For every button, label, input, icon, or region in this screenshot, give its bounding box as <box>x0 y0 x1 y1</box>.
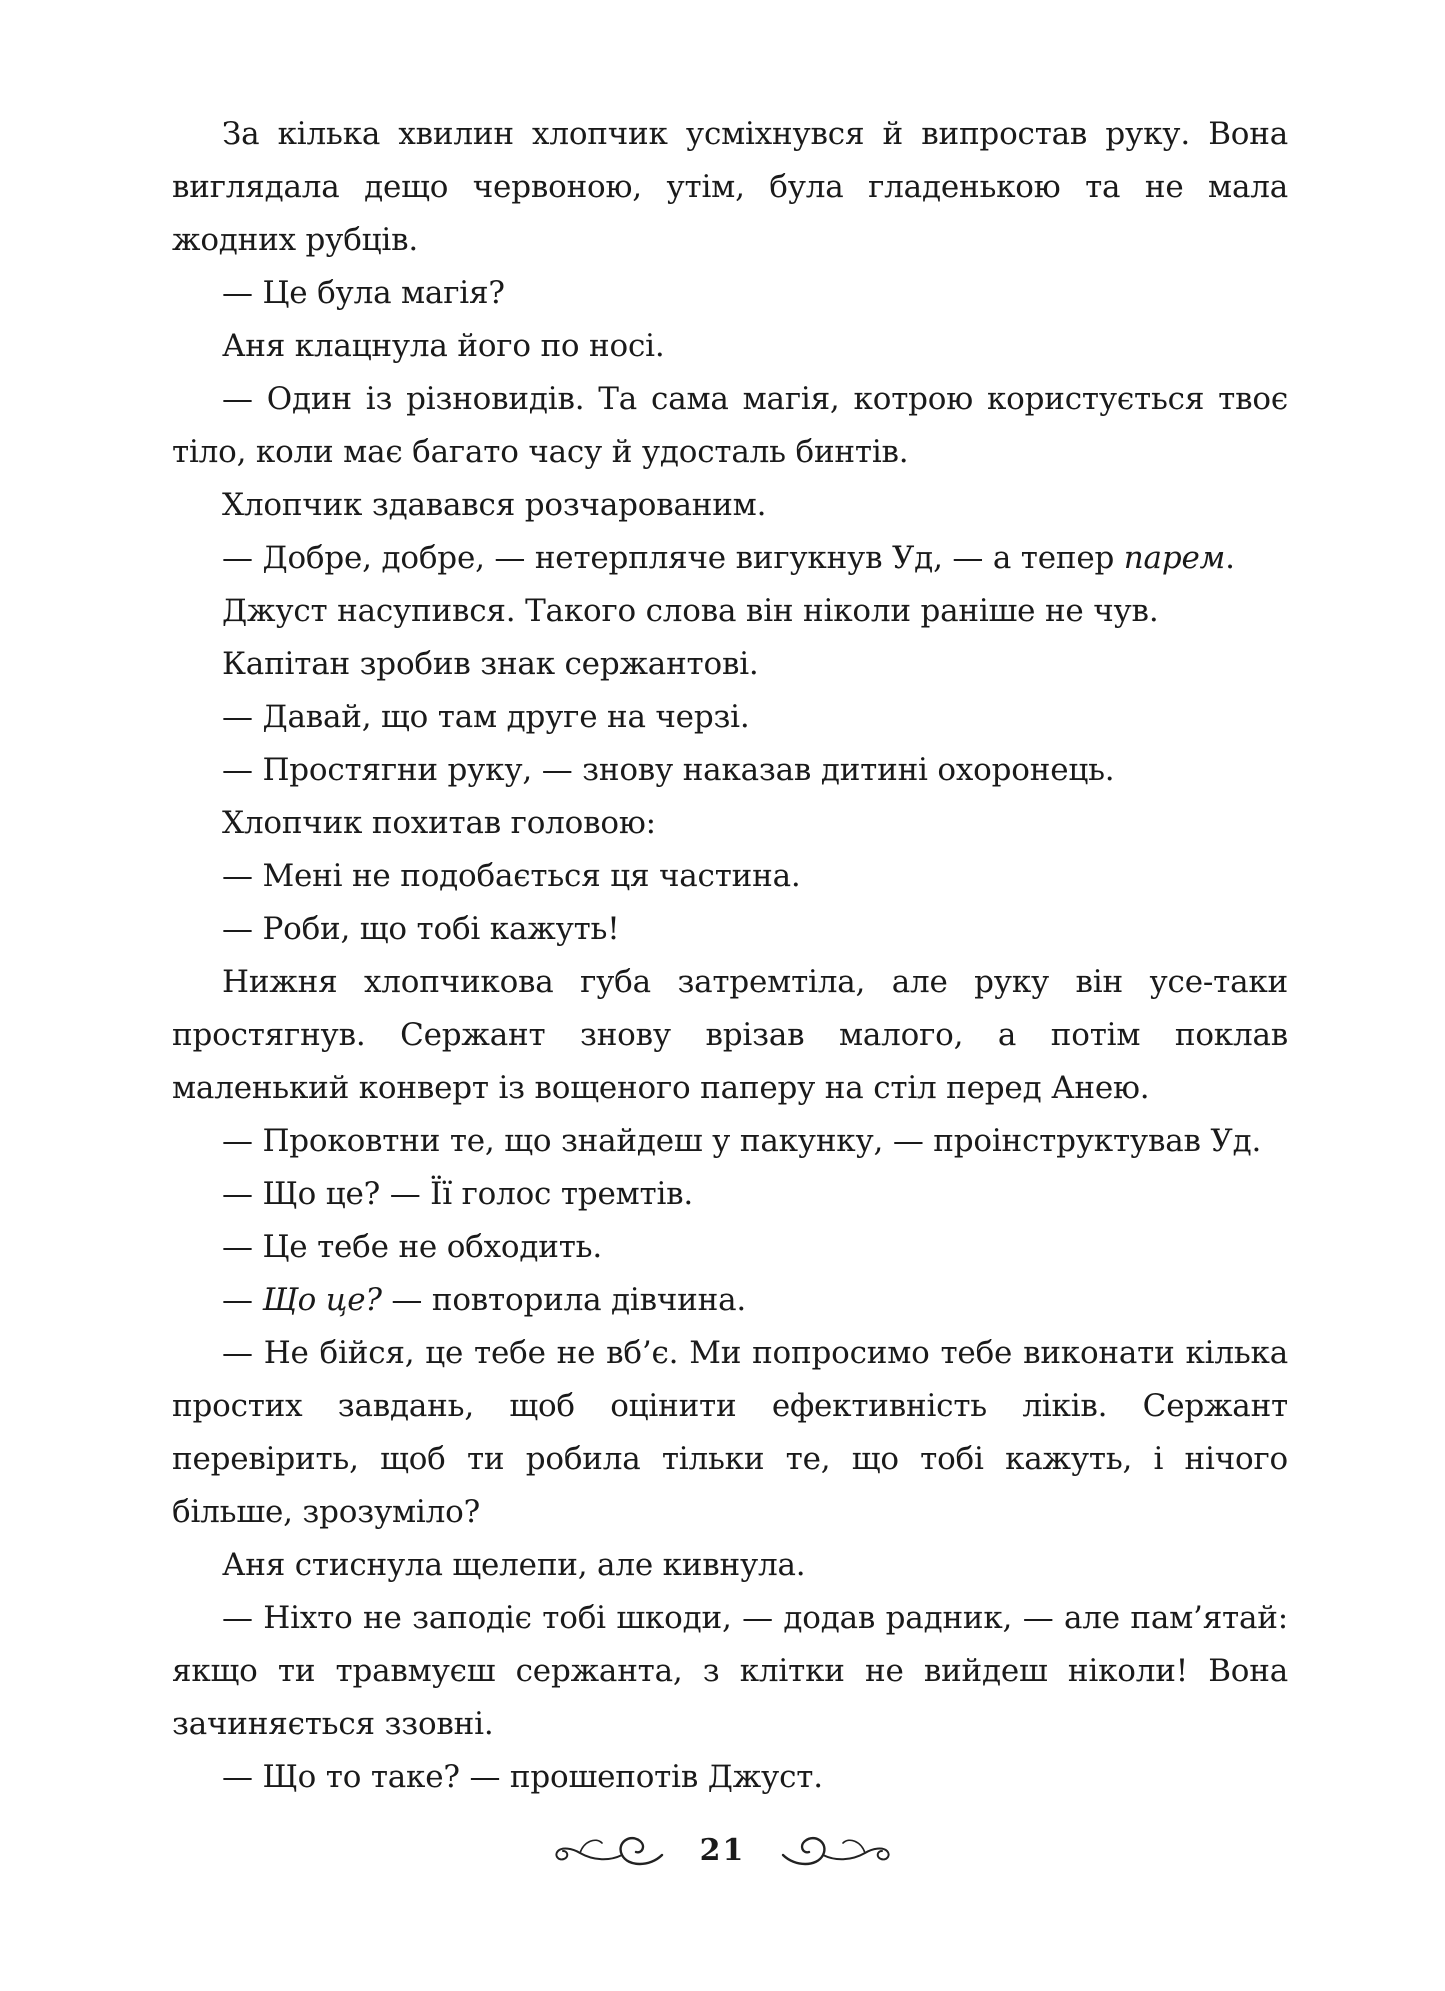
paragraph-8: Капітан зробив знак сержантові. <box>222 646 759 682</box>
paragraph-15: — Проковтни те, що знайдеш у пакунку, — проінструктував Уд. <box>222 1123 1262 1159</box>
paragraph-6-text: — Добре, добре, — нетерпляче вигукнув Уд, — а тепер <box>222 540 1115 576</box>
paragraph-17: — Це тебе не обходить. <box>222 1229 603 1265</box>
flourish-left-icon <box>550 1827 670 1873</box>
body-text <box>172 108 1288 1804</box>
paragraph-22: — Що то таке? — прошепотів Джуст. <box>222 1759 823 1795</box>
paragraph-3: Аня клацнула його по носі. <box>222 328 665 364</box>
paragraph-14: Нижня хлопчикова губа затремтіла, але руку він усе-таки простягнув. Сержант знову врізав малого, а потім поклав маленький конверт із вощеного паперу на стіл перед Анею. <box>172 964 1288 1106</box>
paragraph-5: Хлопчик здавався розчарованим. <box>222 487 767 523</box>
paragraph-18-italic: Що це? <box>262 1282 382 1318</box>
paragraph-6-tail: . <box>1225 540 1235 576</box>
paragraph-18 <box>172 1274 1288 1327</box>
flourish-right-icon <box>775 1827 895 1873</box>
paragraph-6 <box>172 532 1288 585</box>
paragraph-6-italic: парем <box>1123 540 1226 576</box>
paragraph-13: — Роби, що тобі кажуть! <box>222 911 620 947</box>
paragraph-10: — Простягни руку, — знову наказав дитині охоронець. <box>222 752 1115 788</box>
paragraph-9: — Давай, що там друге на черзі. <box>222 699 750 735</box>
paragraph-20: Аня стиснула щелепи, але кивнула. <box>222 1547 806 1583</box>
paragraph-18-tail: — повторила дівчина. <box>381 1282 747 1318</box>
paragraph-18-dash: — <box>222 1282 253 1318</box>
paragraph-16: — Що це? — Її голос тремтів. <box>222 1176 694 1212</box>
paragraph-7: Джуст насупився. Такого слова він ніколи раніше не чув. <box>222 593 1159 629</box>
page-number: 21 <box>699 1832 746 1868</box>
page-footer <box>0 1820 1445 1880</box>
paragraph-19: — Не бійся, це тебе не вб’є. Ми попросимо тебе виконати кілька простих завдань, щоб оцінити ефективність ліків. Сержант перевірить, щоб ти робила тільки те, що тобі кажуть, і нічого більше, зрозуміло? <box>172 1335 1288 1530</box>
paragraph-12: — Мені не подобається ця частина. <box>222 858 801 894</box>
paragraph-11: Хлопчик похитав головою: <box>222 805 656 841</box>
paragraph-1: За кілька хвилин хлопчик усміхнувся й випростав руку. Вона виглядала дещо червоною, утім, була гладенькою та не мала жодних рубців. <box>172 116 1288 258</box>
paragraph-2: — Це була магія? <box>222 275 505 311</box>
paragraph-4: — Один із різновидів. Та сама магія, котрою користується твоє тіло, коли має багато часу й удосталь бинтів. <box>172 381 1288 470</box>
paragraph-21: — Ніхто не заподіє тобі шкоди, — додав радник, — але пам’ятай: якщо ти травмуєш сержанта, з клітки не вийдеш ніколи! Вона зачиняється ззовні. <box>172 1600 1288 1742</box>
